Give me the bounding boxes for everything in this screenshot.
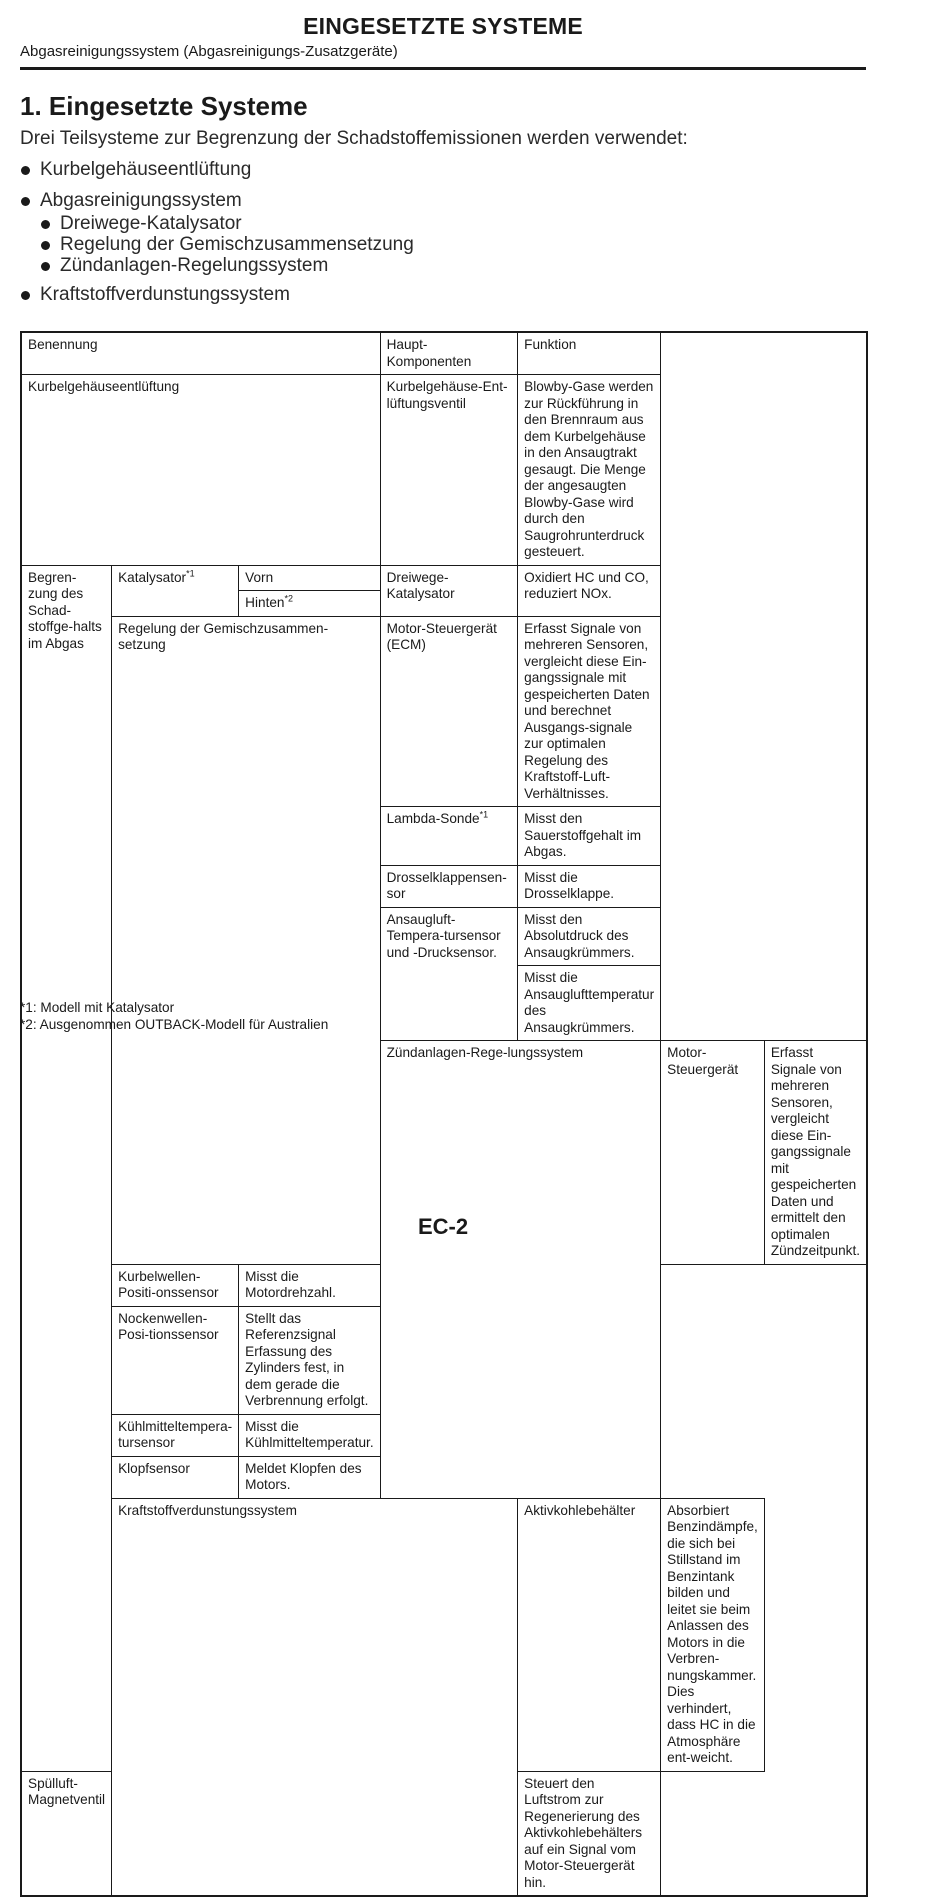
sub-list-item [40,255,414,276]
cell-component: Motor-Steuergerät (ECM) [380,616,518,807]
sub-list-item [40,213,414,234]
bullet-icon [21,166,30,175]
footnote-1: *1: Modell mit Katalysator [20,1000,175,1015]
intro-text: Drei Teilsysteme zur Begrenzung der Schadstoffemissionen werden verwendet: [20,128,688,149]
cell-function: Steuert den Luftstrom zur Regenerierung des Aktivkohlebehälters auf ein Signal vom Motor-Steuergerät hin. [518,1771,661,1896]
header-divider [20,67,866,70]
cell-component: Drosselklappensen-sor [380,865,518,907]
list-item-label: Kurbelgehäuseentlüftung [40,159,252,180]
table-row [21,375,867,566]
catalyst-rear-label: Hinten [245,595,285,610]
sub-list [40,213,414,276]
list-item [20,158,414,182]
list-item-label: Kraftstoffverdunstungssystem [40,284,290,305]
page-subtitle: Abgasreinigungssystem (Abgasreinigungs-Zusatzgeräte) [20,43,398,60]
footnote-mark: *1 [479,809,489,820]
sub-list-item-label: Dreiwege-Katalysator [60,213,242,234]
table-header-row [21,332,867,375]
cell-function: Misst die Ansauglufttemperatur des Ansaugkrümmers. [518,966,661,1041]
cell-component: Kurbelwellen-Positi-onssensor [112,1264,239,1306]
bullet-icon [21,291,30,300]
cell-function: Misst den Absolutdruck des Ansaugkrümmers. [518,907,661,966]
cell-group-exhaust: Begren-zung des Schad-stoffge-halts im Abgas [21,565,112,1771]
list-item-label: Abgasreinigungssystem [40,190,242,211]
footnote-mark: *1 [186,567,195,578]
page-title: EINGESETZTE SYSTEME [303,13,583,39]
cell-component: Nockenwellen-Posi-tionssensor [112,1306,239,1414]
systems-table [20,331,868,1897]
bullet-icon [41,262,50,271]
cell-mixture-label: Regelung der Gemischzusammen-setzung [112,616,381,1264]
cell-component [380,807,518,866]
cell-function: Erfasst Signale von mehreren Sensoren, vergleicht diese Ein-gangssignale mit gespeicherten Daten und berechnet Ausgangs-signale zur optimalen Regelung des Kraftstoff-Luft-Verhältnisses. [518,616,661,807]
cell-function: Blowby-Gase werden zur Rückführung in den Brennraum aus dem Kurbelgehäuse in den Ansaugtrakt gesaugt. Die Menge der angesaugten Blowby-Gase wird durch den Saugrohrunterdruck gesteuert. [518,375,661,566]
sub-list-item [40,234,414,255]
sub-list-item-label: Regelung der Gemischzusammensetzung [60,234,414,255]
cell-catalyst-label [112,565,239,616]
page-header [20,12,866,70]
cell-function: Oxidiert HC und CO, reduziert NOx. [518,565,661,616]
table-row [21,1498,867,1771]
cell-component: Klopfsensor [112,1456,239,1498]
header-components: Haupt-Komponenten [380,332,518,375]
cell-function: Misst die Kühlmitteltemperatur. [239,1414,380,1456]
table-row [21,565,867,591]
cell-component: Kühlmitteltempera-tursensor [112,1414,239,1456]
bullet-icon [41,241,50,250]
cell-catalyst-rear [239,591,380,617]
bullet-icon [41,220,50,229]
cell-function: Erfasst Signale von mehreren Sensoren, vergleicht diese Ein-gangssignale mit gespeicherten Daten und ermittelt den optimalen Zündzeitpunkt. [764,1041,867,1265]
cell-component: Motor-Steuergerät [661,1041,765,1265]
header-function: Funktion [518,332,661,375]
bullet-icon [21,197,30,206]
page-number: EC-2 [417,1214,469,1239]
cell-component: Ansaugluft-Tempera-tursensor und -Drucksensor. [380,907,518,1041]
cell-name: Kraftstoffverdunstungssystem [112,1498,518,1896]
footnotes [20,999,328,1033]
cell-function: Misst die Drosselklappe. [518,865,661,907]
cell-function: Absorbiert Benzindämpfe, die sich bei Stillstand im Benzintank bilden und leitet sie beim Anlassen des Motors in die Verbren-nungskammer. Dies verhindert, dass HC in die Atmosphäre ent-weicht. [661,1498,765,1771]
cell-ignition-label: Zündanlagen-Rege-lungssystem [380,1041,661,1499]
list-item [20,283,414,307]
footnote-2: *2: Ausgenommen OUTBACK-Modell für Australien [20,1017,329,1032]
header-name: Benennung [21,332,380,375]
cell-function: Stellt das Referenzsignal Erfassung des Zylinders fest, in dem gerade die Verbrennung erfolgt. [239,1306,380,1414]
cell-name: Kurbelgehäuseentlüftung [21,375,380,566]
section-title: 1. Eingesetzte Systeme [20,91,308,121]
list-item [20,189,414,276]
cell-component: Aktivkohlebehälter [518,1498,661,1771]
cell-catalyst-front: Vorn [239,565,380,591]
table-row [21,616,867,807]
cell-function: Misst den Sauerstoffgehalt im Abgas. [518,807,661,866]
cell-component: Dreiwege-Katalysator [380,565,518,616]
system-list [20,158,414,307]
cell-function: Misst die Motordrehzahl. [239,1264,380,1306]
cell-component: Kurbelgehäuse-Ent-lüftungsventil [380,375,518,566]
catalyst-label: Katalysator [118,569,187,585]
cell-component: Spülluft-Magnetventil [21,1771,112,1896]
footnote-mark: *2 [284,593,293,604]
sub-list-item-label: Zündanlagen-Regelungssystem [60,255,329,276]
component-label: Lambda-Sonde [386,811,480,826]
cell-function: Meldet Klopfen des Motors. [239,1456,380,1498]
